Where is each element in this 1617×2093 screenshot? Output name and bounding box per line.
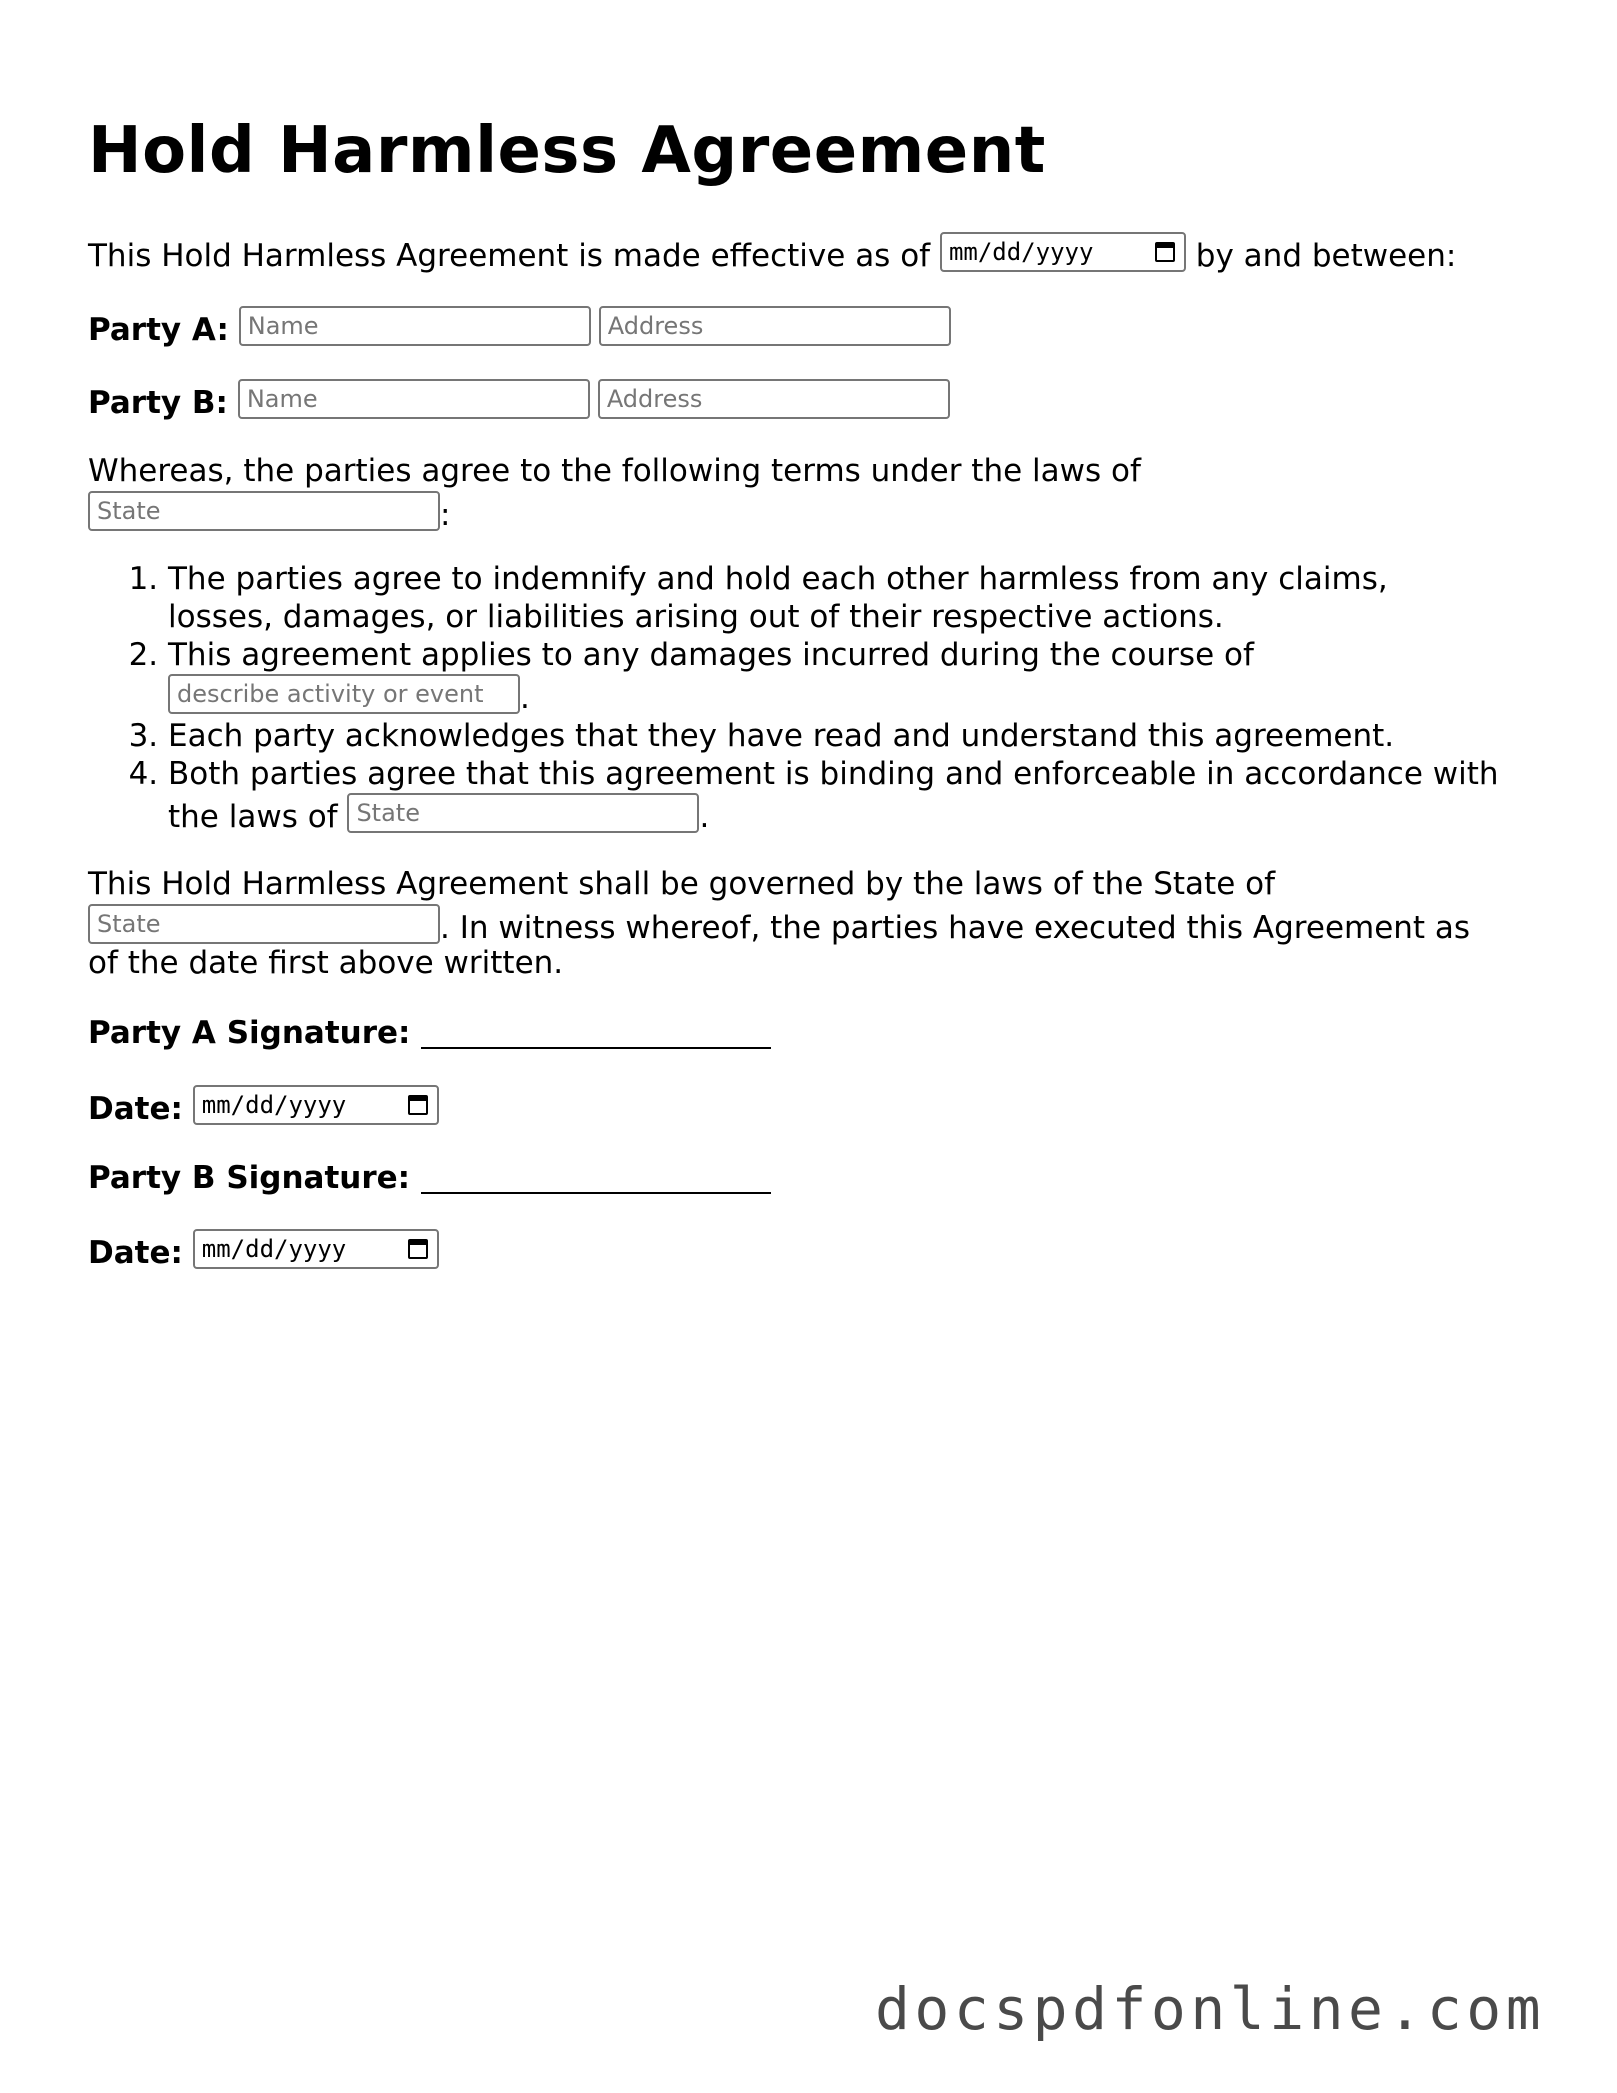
- party-b-label: Party B:: [88, 385, 228, 421]
- governing-line-2: State . In witness whereof, the parties have executed this Agreement as: [88, 904, 1470, 947]
- governing-line-1: This Hold Harmless Agreement shall be governed by the laws of the State of: [88, 866, 1276, 902]
- terms-list: [88, 560, 1528, 836]
- party-b-signature-line[interactable]: [421, 1162, 771, 1194]
- party-a-date-label: Date:: [88, 1091, 183, 1127]
- party-a-signature-label: Party A Signature:: [88, 1015, 411, 1051]
- term-item-4: 4. Both parties agree that this agreement is binding and enforceable in accordance with the laws of State .: [168, 755, 1528, 836]
- party-a-row: [88, 306, 951, 349]
- party-b-date-input[interactable]: mm/dd/yyyy: [193, 1229, 439, 1269]
- calendar-icon[interactable]: [1155, 242, 1175, 262]
- party-b-row: [88, 379, 950, 422]
- term-4-state-input[interactable]: State: [347, 793, 699, 833]
- party-a-date-row: [88, 1085, 439, 1128]
- intro-line: [88, 232, 1456, 275]
- party-b-name-input[interactable]: Name: [238, 379, 590, 419]
- party-b-signature-row: [88, 1159, 771, 1197]
- term-item-3: 3. Each party acknowledges that they have read and understand this agreement.: [168, 717, 1528, 755]
- party-a-label: Party A:: [88, 312, 229, 348]
- whereas-line: Whereas, the parties agree to the following terms under the laws of: [88, 453, 1141, 489]
- term-item-2: 2. This agreement applies to any damages incurred during the course of describe activity or event .: [168, 636, 1528, 717]
- party-b-signature-label: Party B Signature:: [88, 1160, 411, 1196]
- party-a-date-input[interactable]: mm/dd/yyyy: [193, 1085, 439, 1125]
- term-item-1: 1. The parties agree to indemnify and hold each other harmless from any claims, losses, damages, or liabilities arising out of their respective actions.: [168, 560, 1528, 636]
- party-b-address-input[interactable]: Address: [598, 379, 950, 419]
- calendar-icon[interactable]: [408, 1239, 428, 1259]
- effective-date-input[interactable]: mm/dd/yyyy: [940, 232, 1186, 272]
- watermark: docspdfonline.com: [875, 1975, 1546, 2043]
- intro-text-after: by and between:: [1195, 238, 1457, 274]
- party-b-date-row: [88, 1229, 439, 1272]
- governing-line-3: of the date first above written.: [88, 945, 564, 981]
- governing-state-input[interactable]: State: [88, 904, 440, 944]
- whereas-state-row: State :: [88, 491, 450, 534]
- party-a-signature-row: [88, 1014, 771, 1052]
- party-a-address-input[interactable]: Address: [599, 306, 951, 346]
- whereas-state-input[interactable]: State: [88, 491, 440, 531]
- intro-text: This Hold Harmless Agreement is made effective as of: [88, 238, 931, 274]
- calendar-icon[interactable]: [408, 1095, 428, 1115]
- activity-input[interactable]: describe activity or event: [168, 674, 520, 714]
- page-title: Hold Harmless Agreement: [88, 114, 1046, 188]
- party-a-name-input[interactable]: Name: [239, 306, 591, 346]
- party-b-date-label: Date:: [88, 1235, 183, 1271]
- party-a-signature-line[interactable]: [421, 1017, 771, 1049]
